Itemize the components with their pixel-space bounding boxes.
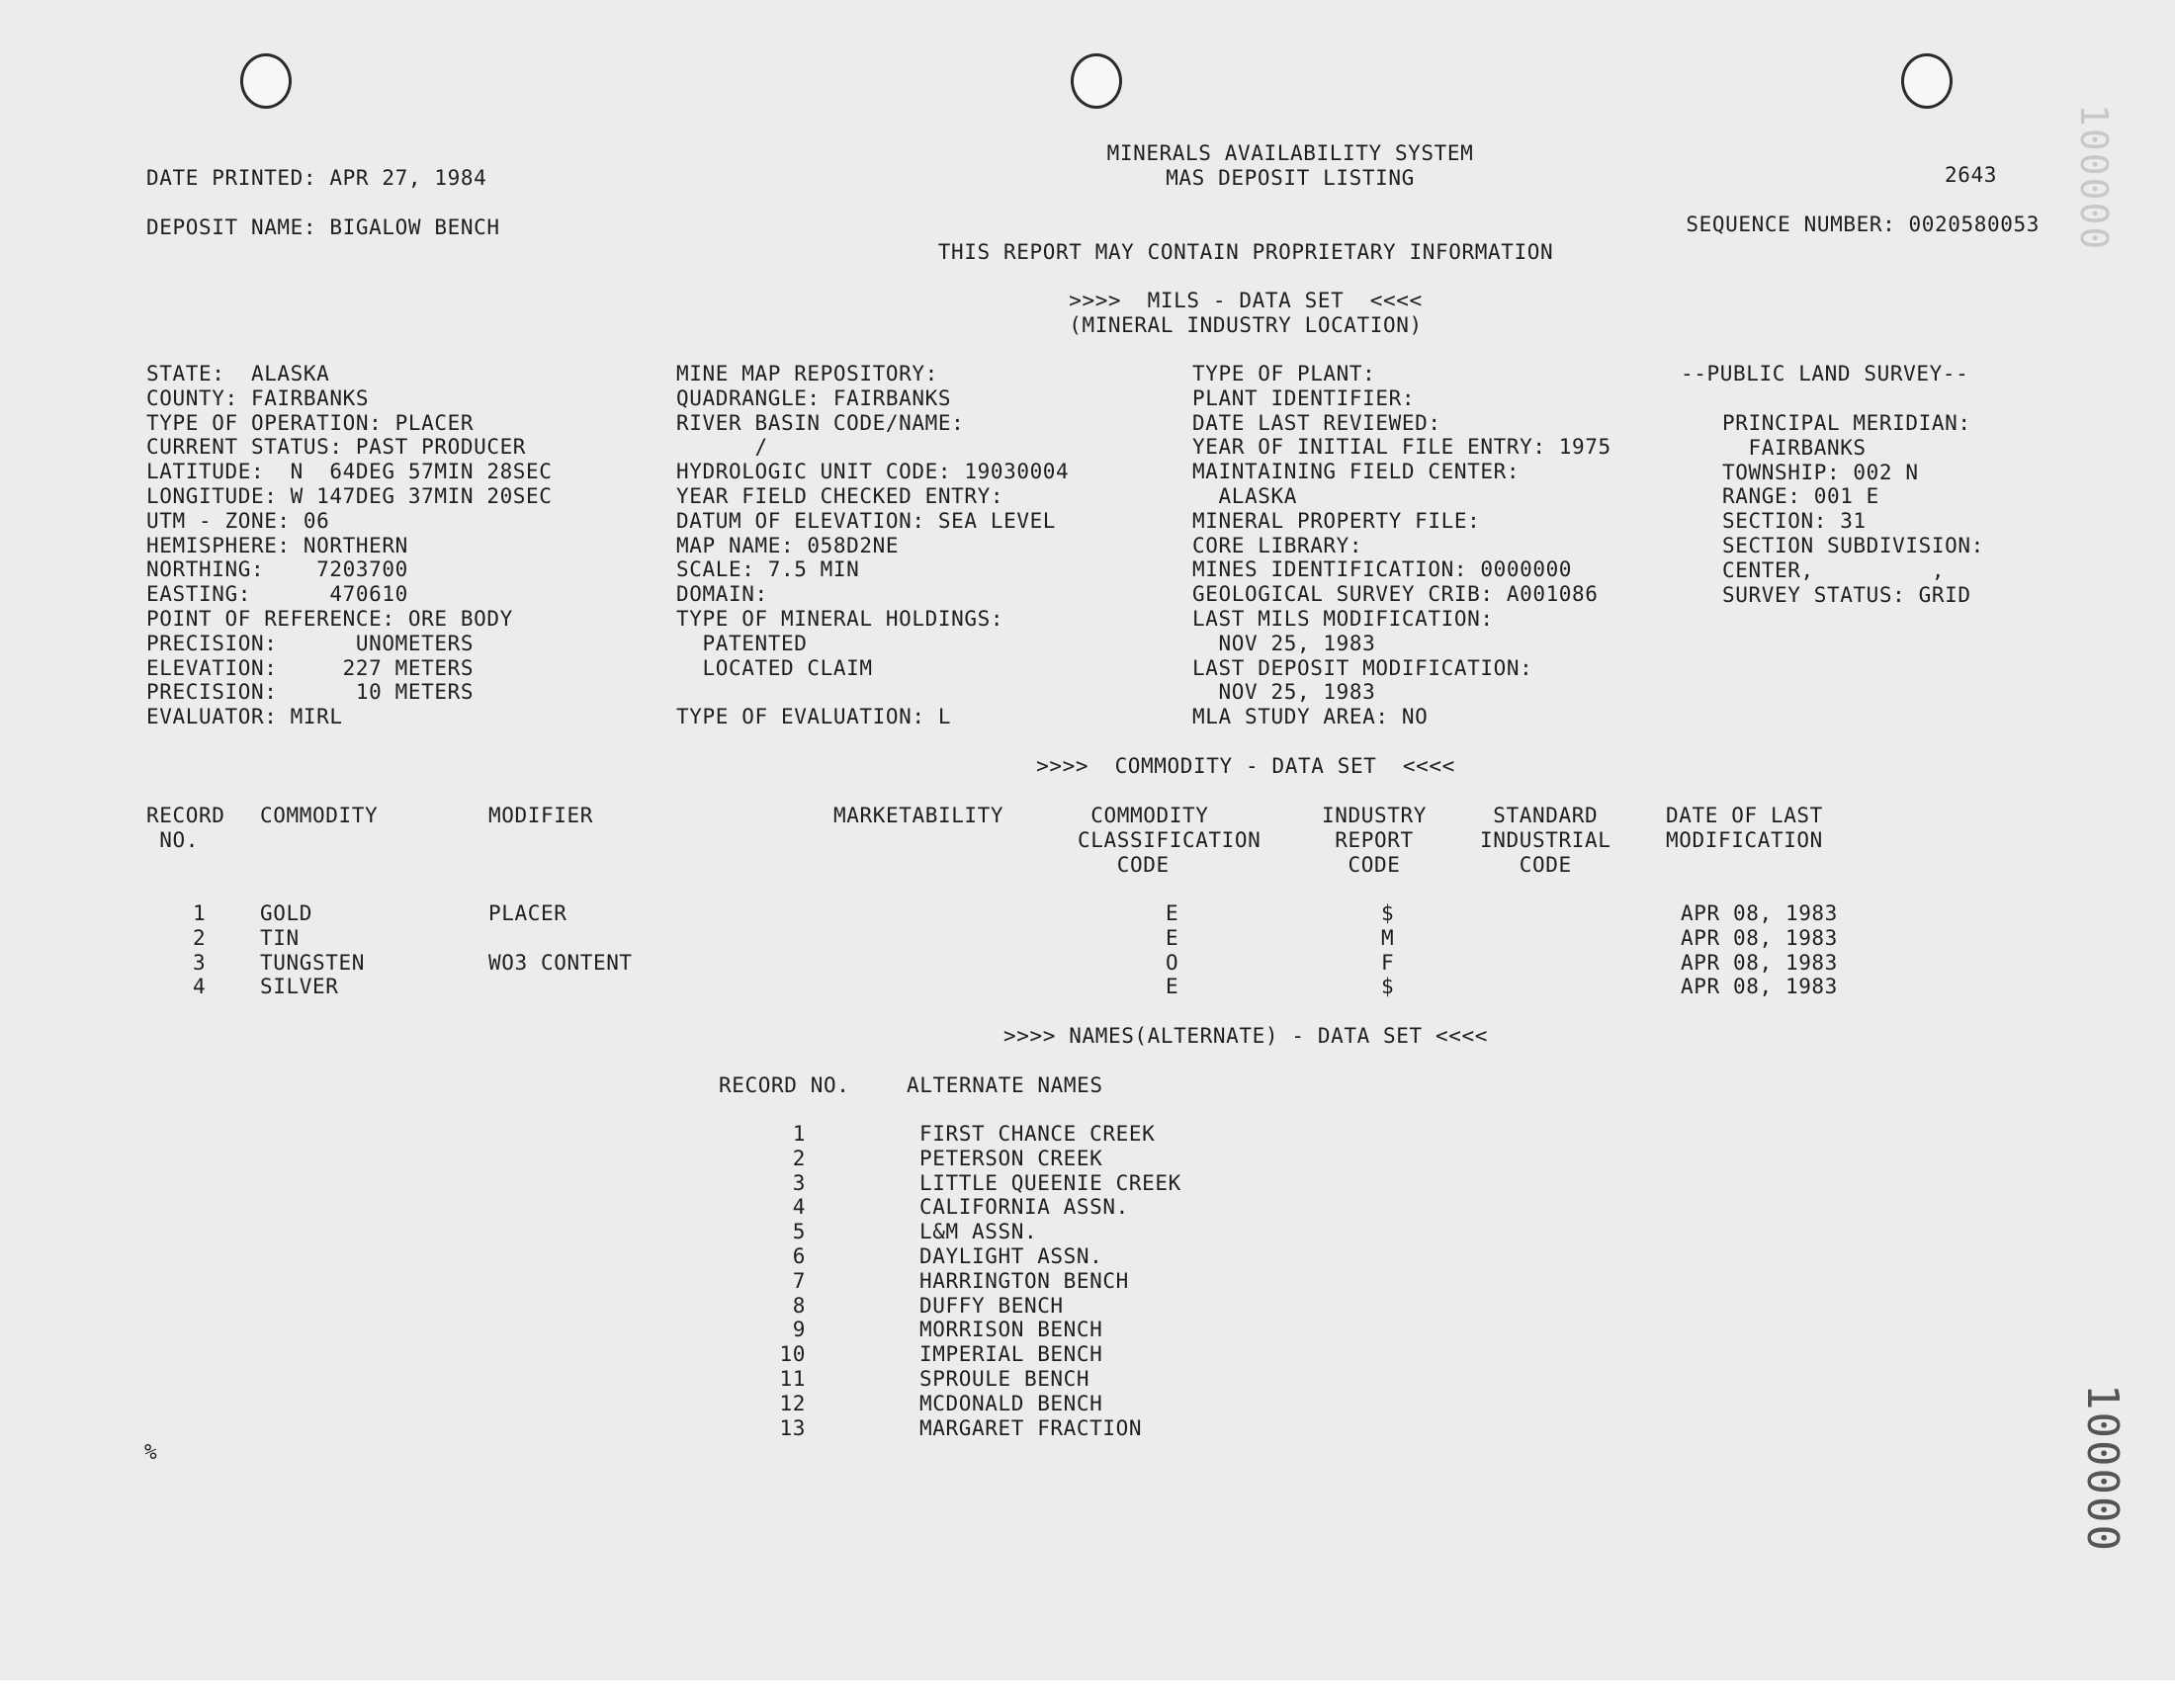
plant-field: MLA STUDY AREA: NO [1192,705,1429,729]
punch-hole-right [1901,53,1953,109]
plant-field: LAST DEPOSIT MODIFICATION: [1192,655,1533,680]
footer-mark: % [144,1440,158,1464]
land-survey-field: FAIRBANKS [1722,435,1867,460]
mils-subtitle: (MINERAL INDUSTRY LOCATION) [1069,313,1423,337]
proprietary-notice: THIS REPORT MAY CONTAIN PROPRIETARY INFORMATION [937,240,1554,264]
location-field: PRECISION: UNOMETERS [146,631,475,655]
alternate-name: PETERSON CREEK [919,1146,1103,1170]
location-field: TYPE OF OPERATION: PLACER [146,410,475,435]
plant-field: LAST MILS MODIFICATION: [1192,607,1494,631]
industry-report-code: $ [1381,975,1395,999]
plant-field: DATE LAST REVIEWED: [1192,410,1441,435]
system-title: MINERALS AVAILABILITY SYSTEM [1106,141,1474,165]
map-field: TYPE OF EVALUATION: L [676,705,952,729]
col-header-commodity: COMMODITY [260,804,379,827]
plant-field: YEAR OF INITIAL FILE ENTRY: 1975 [1192,435,1611,460]
alternate-name: L&M ASSN. [919,1220,1038,1244]
location-field: CURRENT STATUS: PAST PRODUCER [146,435,527,460]
alternate-record-number: 3 [792,1170,806,1195]
modification-date: APR 08, 1983 [1681,975,1838,999]
classification-code: O [1166,950,1179,975]
commodity-modifier: PLACER [488,901,567,925]
classification-code: E [1166,975,1179,999]
commodity-name: TUNGSTEN [260,950,365,975]
land-survey-field: CENTER, , [1722,557,1946,582]
col-header-record: RECORD NO. [146,804,225,852]
map-field: HYDROLOGIC UNIT CODE: 19030004 [676,460,1070,484]
alternate-record-number: 11 [779,1367,806,1391]
location-field: POINT OF REFERENCE: ORE BODY [146,607,513,631]
map-field: / [676,435,768,460]
location-field: LATITUDE: N 64DEG 57MIN 28SEC [146,460,553,484]
alternate-record-number: 6 [792,1244,806,1268]
commodity-name: SILVER [260,975,339,999]
record-number: 1 [193,901,207,925]
alternate-record-number: 10 [779,1342,806,1367]
land-survey-field: PRINCIPAL MERIDIAN: [1722,411,1971,435]
location-field: UTM - ZONE: 06 [146,508,330,533]
alternate-name: IMPERIAL BENCH [919,1342,1103,1367]
commodity-name: GOLD [260,901,312,925]
map-field: MINE MAP REPOSITORY: [676,362,938,385]
location-field: NORTHING: 7203700 [146,557,408,582]
map-field: SCALE: 7.5 MIN [676,557,860,582]
land-survey-field: SECTION SUBDIVISION: [1722,534,1984,557]
alternate-name: DAYLIGHT ASSN. [919,1244,1103,1268]
mils-title: >>>> MILS - DATA SET <<<< [1069,289,1423,312]
location-field: LONGITUDE: W 147DEG 37MIN 20SEC [146,484,553,508]
deposit-name: DEPOSIT NAME: BIGALOW BENCH [146,215,500,239]
film-frame-stamp: 100000 [2077,1384,2128,1553]
col-header-classification-code: COMMODITY CLASSIFICATION CODE [1078,804,1262,877]
names-header-record: RECORD NO. [719,1073,850,1097]
punch-hole-center [1071,53,1122,109]
names-title: >>>> NAMES(ALTERNATE) - DATA SET <<<< [1003,1024,1488,1048]
map-field: RIVER BASIN CODE/NAME: [676,410,965,435]
map-field: DATUM OF ELEVATION: SEA LEVEL [676,508,1057,533]
map-field: QUADRANGLE: FAIRBANKS [676,385,952,410]
plant-field: MINES IDENTIFICATION: 0000000 [1192,557,1573,582]
plant-field: PLANT IDENTIFIER: [1192,385,1416,410]
col-header-standard-industrial-code: STANDARD INDUSTRIAL CODE [1480,804,1611,877]
classification-code: E [1166,925,1179,950]
alternate-name: HARRINGTON BENCH [919,1268,1129,1293]
plant-field: NOV 25, 1983 [1192,631,1376,655]
alternate-record-number: 2 [792,1146,806,1170]
location-field: EVALUATOR: MIRL [146,705,343,729]
alternate-name: MARGARET FRACTION [919,1415,1143,1440]
map-field: LOCATED CLAIM [676,655,873,680]
modification-date: APR 08, 1983 [1681,901,1838,925]
alternate-name: CALIFORNIA ASSN. [919,1195,1129,1220]
plant-field: MAINTAINING FIELD CENTER: [1192,460,1521,484]
record-number: 2 [193,925,207,950]
plant-field: ALASKA [1192,484,1297,508]
plant-field: TYPE OF PLANT: [1192,362,1376,385]
map-field: YEAR FIELD CHECKED ENTRY: [676,484,1004,508]
alternate-name: SPROULE BENCH [919,1367,1090,1391]
industry-report-code: M [1381,925,1395,950]
land-survey-field: TOWNSHIP: 002 N [1722,460,1919,484]
plant-field: MINERAL PROPERTY FILE: [1192,508,1481,533]
map-field: PATENTED [676,631,808,655]
public-land-survey-title: --PUBLIC LAND SURVEY-- [1681,362,1969,385]
alternate-name: LITTLE QUEENIE CREEK [919,1170,1181,1195]
page-number: 2643 [1945,163,1997,187]
alternate-name: FIRST CHANCE CREEK [919,1122,1156,1146]
commodity-title: >>>> COMMODITY - DATA SET <<<< [1036,754,1455,778]
plant-field: NOV 25, 1983 [1192,680,1376,705]
location-field: HEMISPHERE: NORTHERN [146,533,408,557]
location-field: STATE: ALASKA [146,362,330,385]
location-field: COUNTY: FAIRBANKS [146,385,370,410]
plant-field: CORE LIBRARY: [1192,533,1363,557]
names-header-alternate: ALTERNATE NAMES [907,1073,1103,1097]
alternate-record-number: 1 [792,1122,806,1146]
record-number: 3 [193,950,207,975]
alternate-name: MCDONALD BENCH [919,1391,1103,1415]
col-header-modifier: MODIFIER [488,804,593,827]
map-field: TYPE OF MINERAL HOLDINGS: [676,607,1004,631]
col-header-date-last-modification: DATE OF LAST MODIFICATION [1666,804,1823,852]
alternate-record-number: 4 [792,1195,806,1220]
alternate-name: MORRISON BENCH [919,1318,1103,1342]
alternate-record-number: 5 [792,1220,806,1244]
land-survey-field: SECTION: 31 [1722,509,1867,534]
col-header-industry-report-code: INDUSTRY REPORT CODE [1322,804,1427,877]
industry-report-code: F [1381,950,1395,975]
location-field: EASTING: 470610 [146,582,408,607]
commodity-modifier: WO3 CONTENT [488,950,633,975]
commodity-name: TIN [260,925,300,950]
land-survey-field: SURVEY STATUS: GRID [1722,582,1971,607]
industry-report-code: $ [1381,901,1395,925]
bleed-through-stamp: 100000 [2072,104,2116,252]
alternate-record-number: 12 [779,1391,806,1415]
alternate-record-number: 13 [779,1415,806,1440]
listing-title: MAS DEPOSIT LISTING [1166,166,1415,190]
map-field: DOMAIN: [676,582,768,607]
modification-date: APR 08, 1983 [1681,925,1838,950]
classification-code: E [1166,901,1179,925]
col-header-marketability: MARKETABILITY [833,804,1004,827]
scan-bottom-edge [0,1680,2175,1708]
land-survey-field: RANGE: 001 E [1722,484,1879,509]
alternate-name: DUFFY BENCH [919,1293,1064,1318]
location-field: ELEVATION: 227 METERS [146,655,475,680]
alternate-record-number: 9 [792,1318,806,1342]
plant-field: GEOLOGICAL SURVEY CRIB: A001086 [1192,582,1599,607]
modification-date: APR 08, 1983 [1681,950,1838,975]
sequence-number: SEQUENCE NUMBER: 0020580053 [1686,213,2040,236]
punch-hole-left [240,53,292,109]
record-number: 4 [193,975,207,999]
map-field: MAP NAME: 058D2NE [676,533,900,557]
location-field: PRECISION: 10 METERS [146,680,475,705]
alternate-record-number: 7 [792,1268,806,1293]
date-printed: DATE PRINTED: APR 27, 1984 [146,166,487,190]
alternate-record-number: 8 [792,1293,806,1318]
